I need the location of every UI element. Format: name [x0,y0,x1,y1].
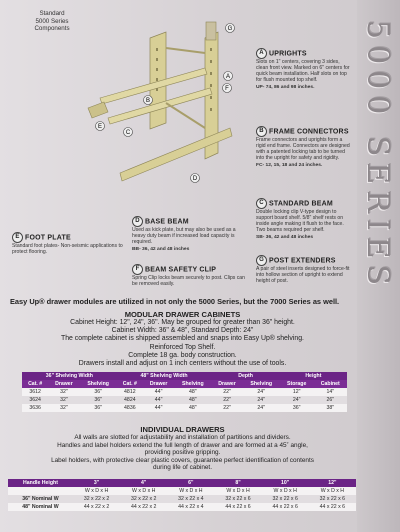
foot-plate-shape [88,102,108,118]
cell: 48" [189,397,197,403]
cell: 3624 [29,397,41,403]
cell: 48" [189,405,197,411]
section-standard-beam [256,198,353,240]
cell: 32 x 22 x 2 [83,496,110,502]
col-header: 6" [188,480,194,486]
cell: 48" Nominal W [22,504,59,510]
col-header: Drawer [218,381,236,387]
sub-header: W x D x H [132,488,156,494]
individual-drawers-block [10,425,355,472]
base-beam-body: Used as kick plate, but may also be used as a heavy duty beam if increased load capacity is required. [132,227,236,246]
cell: 44 x 22 x 2 [131,504,157,510]
table-row [22,404,347,412]
cell: 3612 [29,389,41,395]
foot-plate-heading: FOOT PLATE [25,234,71,242]
cell: 4824 [124,397,136,403]
individual-line: Label holders, with protective clear plastic covers, guarantee perfect identification of contents [51,456,314,464]
svg-text:B: B [145,98,151,104]
col-header: Handle Height [23,480,58,486]
cell: 48" [189,389,197,395]
cell: 44" [154,397,163,403]
cell: 44 x 22 x 2 [83,504,110,510]
cell: 32 x 22 x 2 [131,496,157,502]
group-header: 36" Shelving Width [45,373,93,379]
standard-beam-note: SB- 36, 42 and 48 inches [256,235,314,241]
col-header: Shelving [182,381,204,387]
sub-header [8,487,73,495]
col-header: Cat. # [122,381,137,387]
uprights-note: UP- 74, 86 and 98 inches. [256,85,315,91]
cell: 24" [292,397,301,403]
cell: 44 x 22 x 4 [178,504,204,510]
modular-title: MODULAR DRAWER CABINETS [124,310,241,319]
beam-safety-clip-heading: BEAM SAFETY CLIP [145,266,217,274]
label-e: E [12,232,23,243]
col-header: Cabinet [320,381,340,387]
cell: 36" [94,389,102,395]
post-extender-shape [206,22,216,40]
base-beam-heading: BASE BEAM [145,218,189,226]
svg-text:F: F [225,86,229,92]
frame-connectors-body: Frame connectors and uprights form a rigid end frame. Connectors are designed with a patented locking tab to be turned into the upright for safety and rigidity. [256,137,350,162]
easy-up-statement: Easy Up® drawer modules are utilized in not only the 5000 Series, but the 7000 Series as well. [10,297,340,306]
cell: 4836 [124,405,136,411]
col-header: Storage [287,381,307,387]
modular-line: Drawers install and adjust on 1 inch centers without the use of tools. [78,360,287,368]
individual-title: INDIVIDUAL DRAWERS [140,425,225,434]
svg-text:E: E [97,124,103,130]
foot-plate-body: Standard foot plates- Non-seismic applications to protect flooring. [12,243,123,256]
cell: 12" [292,389,301,395]
modular-line: The complete cabinet is shipped assembled and snaps into Easy Up® shelving. [61,335,304,343]
svg-text:A: A [225,74,231,80]
col-header: 12" [328,480,337,486]
individual-line: Handles and label holders extend the full length of drawer and are formed at a 45˚ angle, [57,441,308,449]
label-c: C [256,198,267,209]
cell: 3636 [29,405,41,411]
frame-connectors-note: FC- 12, 15, 18 and 24 inches. [256,163,323,169]
modular-line: Cabinet Width: 36" & 48", Standard Depth: 24" [111,327,254,335]
standard-beam-heading: STANDARD BEAM [269,200,333,208]
cell: 32 x 22 x 6 [319,496,346,502]
components-diagram [80,8,260,208]
post-extenders-body: A pair of steel inserts designed to force-fit into hollow section of upright to extend height of post. [256,266,350,285]
uprights-body: Slots on 1" centers, covering 3 sides, clean front view. Marked on 6" centers for quick beam installation. Half slots on top for flush mounted top shelf. [256,59,350,84]
svg-text:C: C [125,130,131,136]
cell: 44" [154,389,163,395]
table-row [22,396,347,404]
col-header: Cat. # [28,381,43,387]
label-b: B [256,126,267,137]
col-header: Shelving [87,381,109,387]
modular-line: Reinforced Top Shelf. [149,343,216,351]
col-header: 10" [281,480,290,486]
cell: 22" [223,405,231,411]
cell: 44 x 22 x 6 [272,504,298,510]
cell: 32" [60,397,68,403]
table-row [8,503,356,511]
modular-cabinets-block [10,310,355,368]
col-header: Drawer [149,381,168,387]
cell: 32 x 22 x 6 [272,496,298,502]
cell: 24" [257,397,266,403]
group-header: Depth [238,373,253,379]
individual-line: providing positive gripping. [144,449,221,457]
section-foot-plate [12,232,127,255]
table-row [22,388,347,396]
col-header: 3" [93,480,100,486]
cell: 36" [94,397,102,403]
section-base-beam [132,216,250,252]
col-header: 4" [141,480,147,486]
cell: 32 x 22 x 6 [225,496,251,502]
cell: 24" [257,389,266,395]
frame-connectors-heading: FRAME CONNECTORS [269,128,349,136]
section-beam-safety-clip [132,264,250,287]
cell: 32" [60,389,68,395]
section-uprights [256,48,353,90]
uprights-heading: UPRIGHTS [269,50,307,58]
label-g: G [256,255,267,266]
cell: 22" [223,389,231,395]
col-header: Drawer [55,381,73,387]
col-header: Shelving [250,381,273,387]
label-f: F [132,264,143,275]
cell: 36" [292,405,301,411]
base-beam-note: BB- 36, 42 and 48 inches [132,247,190,253]
cell: 32 x 22 x 4 [178,496,204,502]
group-header: Height [305,373,322,379]
sub-header: W x D x H [84,488,109,494]
section-frame-connectors [256,126,353,168]
cabinet-table [22,372,347,412]
cell: 4812 [124,389,136,395]
label-a: A [256,48,267,59]
cell: 38" [326,405,335,411]
cell: 14" [326,389,335,395]
drawer-table [8,479,356,511]
series-side-title: 5000 SERIES [360,20,395,292]
cell: 22" [223,397,231,403]
group-header: 48" Shelving Width [140,373,188,379]
col-header: 8" [235,480,241,486]
cell: 32" [60,405,68,411]
modular-line: Cabinet Height: 12", 24", 36". May be grouped for greater than 36" height. [70,319,295,326]
cell: 24" [257,405,266,411]
sub-header: W x D x H [226,488,250,494]
post-extenders-heading: POST EXTENDERS [269,257,336,265]
cell: 36" [94,405,102,411]
cell: 44 x 22 x 6 [225,504,251,510]
label-d: D [132,216,143,227]
sub-header: W x D x H [320,488,345,494]
sub-header: W x D x H [273,488,297,494]
cell: 36" Nominal W [22,496,59,502]
individual-line: during life of cabinet. [153,464,212,472]
cell: 26" [326,397,335,403]
svg-text:D: D [192,176,198,182]
section-post-extenders [256,255,353,284]
individual-line: All walls are slotted for adjustability and installation of partitions and dividers. [74,434,291,441]
modular-line: Complete 18 ga. body construction. [128,351,237,359]
cell: 44 x 22 x 6 [319,504,346,510]
beam-safety-clip-body: Spring Clip locks beam securely to post. Clips can be removed easily. [132,275,245,288]
sub-header: W x D x H [179,488,203,494]
standard-beam-body: Double locking clip V-type design to support board shelf. 5/8" shelf rests on inside angle making it flush to the face. Two beams required per shelf. [256,209,344,234]
cell: 44" [154,405,163,411]
table-row [8,495,356,503]
components-title: Standard 5000 Series Components [34,10,70,33]
svg-text:G: G [227,26,233,32]
